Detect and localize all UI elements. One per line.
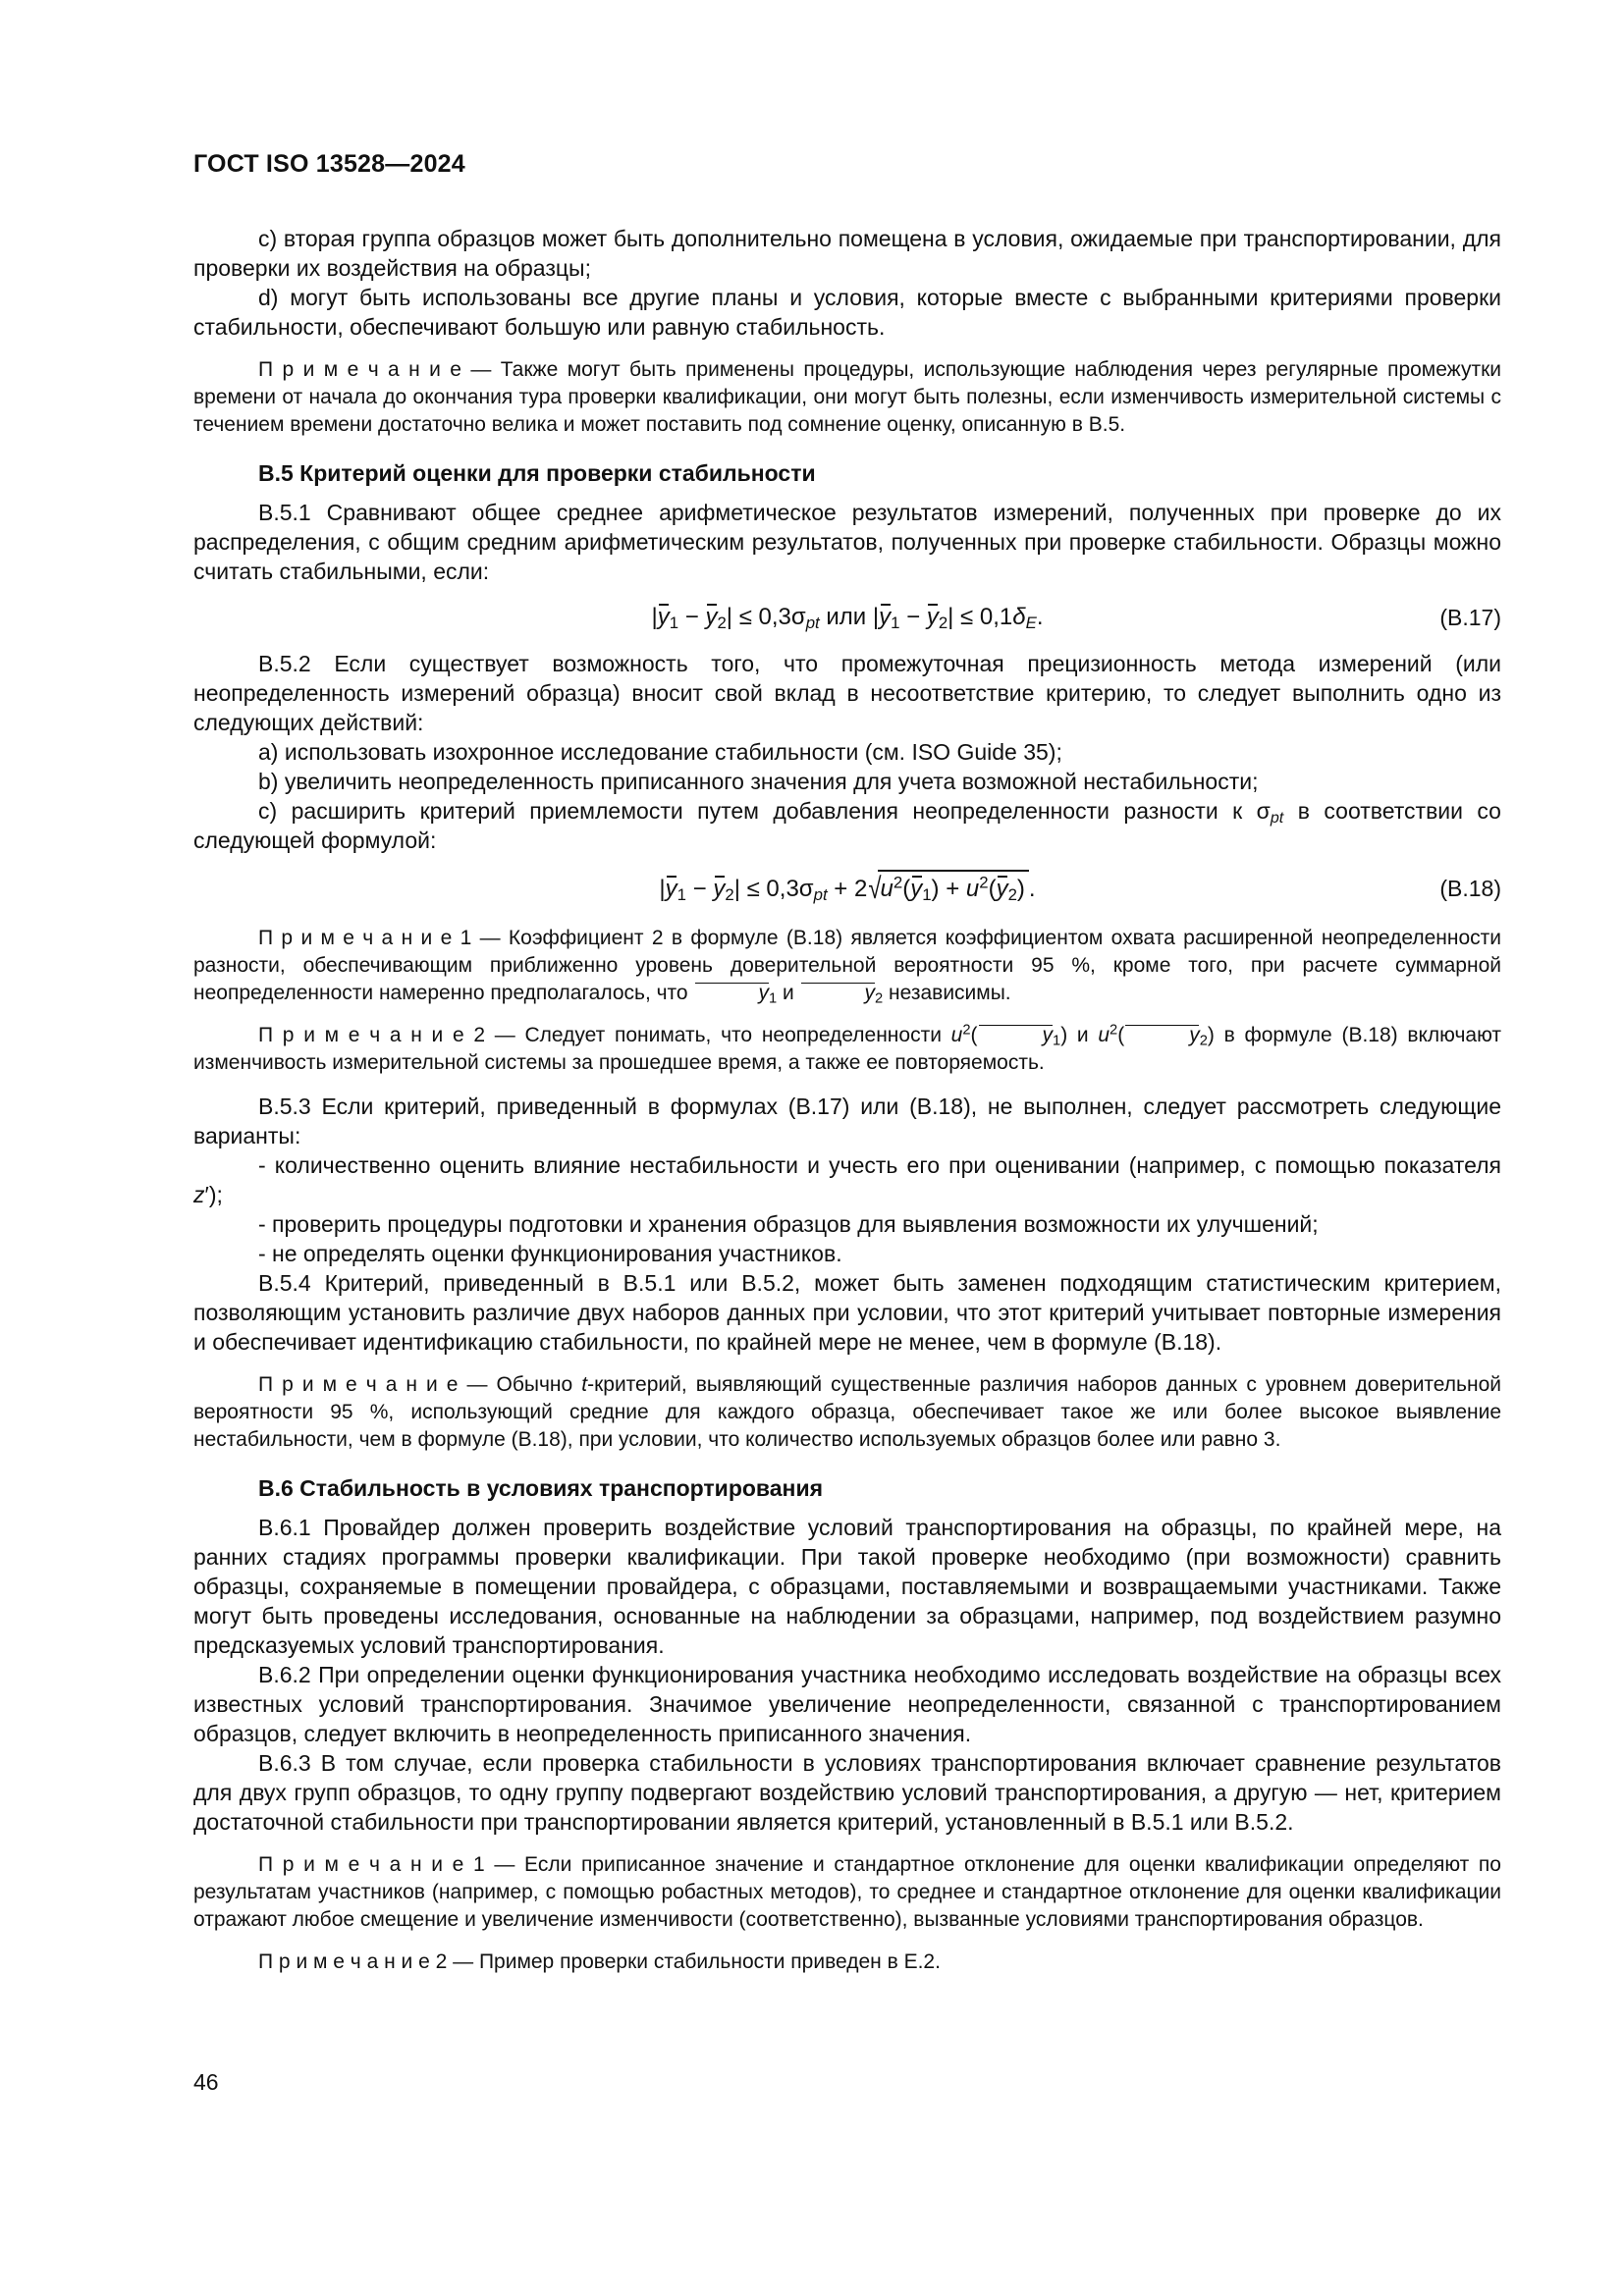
formula-b17-expression: $|y_1 - y_2| \le 0,3\sigma_{pt}$ или $|y_1 - y_2| \le 0,1\delta_E$. (652, 604, 1044, 630)
note-1-coverage-factor: П р и м е ч а н и е 1 — Коэффициент 2 в формуле (В.18) является коэффициентом охвата расширенной неопределенности разности, обеспечивающим приближенно уровень доверительной вероятности 95 %, кроме того, при расчете суммарной неопределенности намеренно предполагалось, что $y_1$ и $y_2$ независимы. (193, 927, 1501, 1007)
section-heading-b6: В.6 Стабильность в условиях транспортирования (258, 1475, 823, 1501)
formula-b17-number: (В.17) (1439, 605, 1501, 630)
paragraph-b5-2: В.5.2 Если существует возможность того, что промежуточная прецизионность метода измерений (или неопределенность измерений образца) вносит свой вклад в несоответствие критерию, то следует выполнить одно из следующих действий: (193, 651, 1501, 735)
dash-item-no-scores: - не определять оценки функционирования участников. (258, 1241, 842, 1266)
paragraph-b5-4: В.5.4 Критерий, приведенный в В.5.1 или В.5.2, может быть заменен подходящим статистическим критерием, позволяющим установить различие двух наборов данных при условии, что этот критерий учитывает повторные измерения и обеспечивает идентификацию стабильности, по крайней мере не менее, чем в формуле (В.18). (193, 1270, 1501, 1355)
note-2-uncertainties: П р и м е ч а н и е 2 — Следует понимать, что неопределенности $u^2$( $y_1$) и $u^2$( $y_2$) в формуле (В.18) включают изменчивость измерительной системы за прошедшее время, а также ее повторяемость. (193, 1022, 1501, 1074)
list-item-a2: a) использовать изохронное исследование стабильности (см. ISO Guide 35); (258, 739, 1062, 765)
paragraph-b6-3: В.6.3 В том случае, если проверка стабильности в условиях транспортирования включает сравнение результатов для двух групп образцов, то одну группу подвергают воздействию условий транспортирования, а другую — нет, критерием достаточной стабильности при транспортировании является критерий, установленный в В.5.1 или В.5.2. (193, 1750, 1501, 1835)
dash-item-check-procedures: - проверить процедуры подготовки и хранения образцов для выявления возможности их улучшений; (258, 1211, 1319, 1237)
paragraph-b6-2: В.6.2 При определении оценки функционирования участника необходимо исследовать воздействие на образцы всех известных условий транспортирования. Значимое увеличение неопределенности, связанной с транспортированием образцов, следует включить в неопределенность приписанного значения. (193, 1662, 1501, 1746)
list-item-c: c) вторая группа образцов может быть дополнительно помещена в условия, ожидаемые при транспортировании, для проверки их воздействия на образцы; (193, 226, 1501, 281)
section-heading-b5: В.5 Критерий оценки для проверки стабильности (258, 460, 816, 486)
formula-b18-expression: $|y_1 - y_2| \le 0,3\sigma_{pt} + 2√u^2(y_1) + u^2(y_2)$ . (659, 876, 1035, 902)
paragraph-b6-1: В.6.1 Провайдер должен проверить воздействие условий транспортирования на образцы, по крайней мере, на ранних стадиях программы проверки квалификации. При такой проверке необходимо (при возможности) сравнить образцы, сохраняемые в помещении провайдера, с образцами, поставляемыми и возвращаемыми участниками. Также могут быть проведены исследования, основанные на наблюдении за образцами, например, под воздействием разумно предсказуемых условий транспортирования. (193, 1515, 1501, 1658)
paragraph-b5-3: В.5.3 Если критерий, приведенный в формулах (В.17) или (В.18), не выполнен, следует рассмотреть следующие варианты: (193, 1094, 1501, 1148)
note-1-assigned-value: П р и м е ч а н и е 1 — Если приписанное значение и стандартное отклонение для оценки квалификации определяют по результатам участников (например, с помощью робастных методов), то среднее и стандартное отклонение для оценки квалификации отражают любое смещение и увеличение изменчивости (соответственно), вызванные условиями транспортирования образцов. (193, 1853, 1501, 1931)
formula-row-b18 (193, 866, 1501, 910)
page-number: 46 (193, 2069, 219, 2095)
note-regular-intervals: П р и м е ч а н и е — Также могут быть применены процедуры, использующие наблюдения через регулярные промежутки времени от начала до окончания тура проверки квалификации, они могут быть полезны, если изменчивость измерительной системы с течением времени достаточно велика и может поставить под сомнение оценку, описанную в В.5. (193, 358, 1501, 436)
list-item-c2: c) расширить критерий приемлемости путем добавления неопределенности разности к $\sigma_{pt}$ в соответствии со следующей формулой: (193, 798, 1501, 853)
dash-item-quantify: - количественно оценить влияние нестабильности и учесть его при оценивании (например, с помощью показателя z′); (193, 1152, 1501, 1207)
list-item-d: d) могут быть использованы все другие планы и условия, которые вместе с выбранными критериями проверки стабильности, обеспечивают большую или равную стабильность. (193, 285, 1501, 340)
list-item-b2: b) увеличить неопределенность приписанного значения для учета возможной нестабильности; (258, 769, 1259, 794)
document-content (193, 149, 1501, 1991)
note-2-example: П р и м е ч а н и е 2 — Пример проверки стабильности приведен в Е.2. (258, 1950, 941, 1973)
formula-row-b17 (193, 597, 1501, 638)
document-header-title: ГОСТ ISO 13528—2024 (193, 150, 465, 178)
formula-b18-number: (В.18) (1439, 875, 1501, 901)
note-t-criterion: П р и м е ч а н и е — Обычно t-критерий, выявляющий существенные различия наборов данных с уровнем доверительной вероятности 95 %, использующий средние для каждого образца, обеспечивает такое же или более высокое выявление нестабильности, чем в формуле (В.18), при условии, что количество используемых образцов более или равно 3. (193, 1373, 1501, 1451)
paragraph-b5-1: В.5.1 Сравнивают общее среднее арифметическое результатов измерений, полученных при проверке до их распределения, с общим средним арифметическим результатов, полученных при проверке стабильности. Образцы можно считать стабильными, если: (193, 500, 1501, 584)
